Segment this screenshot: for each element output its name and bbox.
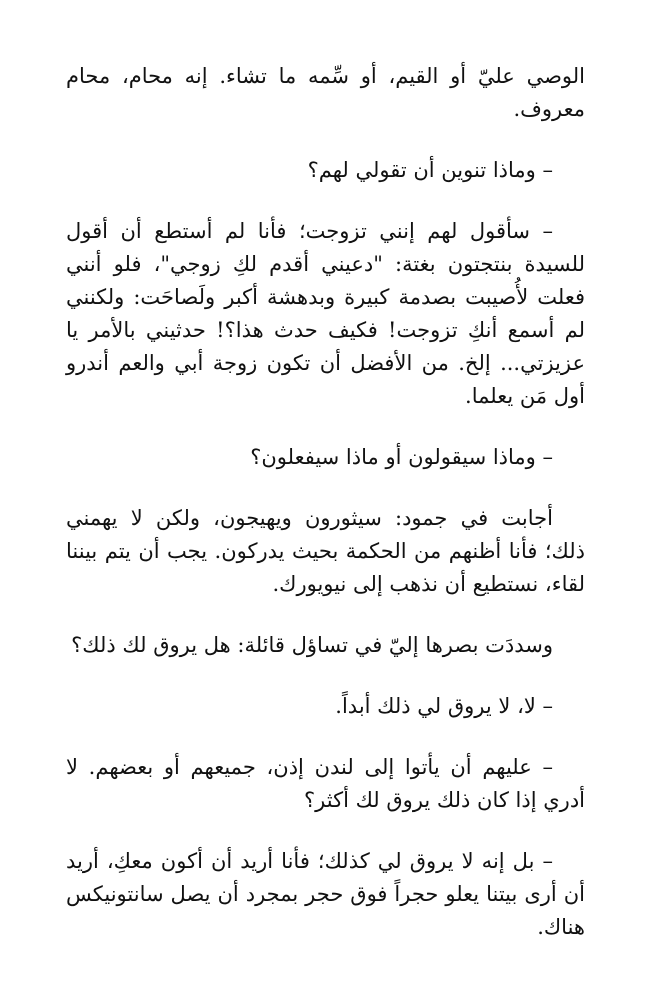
paragraph-4: – وماذا سيقولون أو ماذا سيفعلون؟ xyxy=(250,445,553,469)
paragraph-7: – لا، لا يروق لي ذلك أبداً. xyxy=(335,694,553,718)
paragraph-8: – عليهم أن يأتوا إلى لندن إذن، جميعهم أو بعضهم. لا أدري إذا كان ذلك يروق لك أكثر؟ xyxy=(66,755,585,812)
paragraph-6: وسددَت بصرها إليّ في تساؤل قائلة: هل يروق لك ذلك؟ xyxy=(71,633,553,657)
paragraph-2: – وماذا تنوين أن تقولي لهم؟ xyxy=(307,158,553,182)
paragraph-9: – بل إنه لا يروق لي كذلك؛ فأنا أريد أن أكون معكِ، أريد أن أرى بيتنا يعلو حجراً فوق حجر بمجرد أن يصل سانتونيكس هناك. xyxy=(66,849,585,939)
paragraph-5: أجابت في جمود: سيثورون ويهيجون، ولكن لا يهمني ذلك؛ فأنا أظنهم من الحكمة بحيث يدركون. يجب أن يتم بيننا لقاء، نستطيع أن نذهب إلى نيويورك. xyxy=(66,506,585,596)
paragraph-1: الوصي عليّ أو القيم، أو سِّمه ما تشاء. إنه محام، محام معروف. xyxy=(66,64,585,121)
paragraph-3: – سأقول لهم إنني تزوجت؛ فأنا لم أستطع أن أقول للسيدة بنتجتون بغتة: "دعيني أقدم لكِ زوجي"، فلو أنني فعلت لأُصيبت بصدمة كبيرة وبدهشة أكبر ولَصاحَت: ولكنني لم أسمع أنكِ تزوجت! فكيف حدث هذا؟! حدثيني بالأمر يا عزيزتي... إلخ. من الأفضل أن تكون زوجة أبي والعم أندرو أول مَن يعلما. xyxy=(66,219,585,408)
